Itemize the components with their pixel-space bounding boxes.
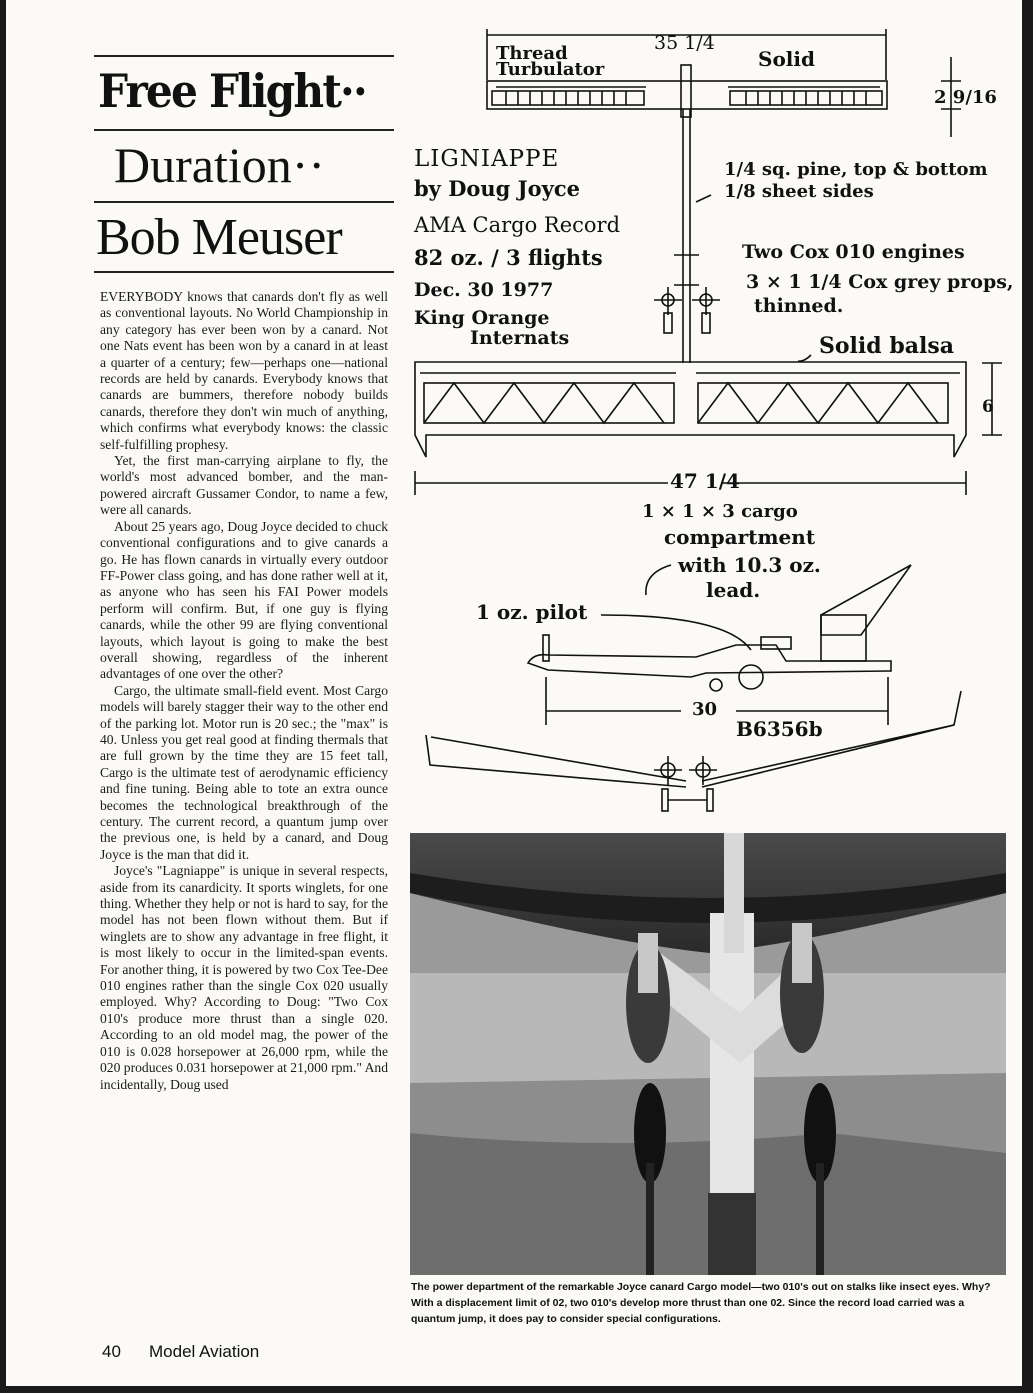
label-solid: Solid [758, 47, 815, 71]
dim-fuselage-length: 30 [692, 699, 718, 720]
header-rule-3 [94, 271, 394, 273]
note-cargo-1: 1 × 1 × 3 cargo [642, 501, 798, 522]
magazine-page [6, 0, 1022, 1386]
note-engines-2: 3 × 1 1/4 Cox grey props, [746, 271, 1014, 293]
label-turbulator: Turbulator [496, 59, 605, 80]
dim-canard-chord: 2 9/16 [934, 87, 997, 108]
plan-title-record: AMA Cargo Record [414, 213, 621, 237]
magazine-name: Model Aviation [149, 1342, 260, 1361]
plan-title-event2: Internats [470, 327, 570, 349]
article-paragraph: Yet, the first man-carrying airplane to fly, the world's most advanced bomber, and the man-powered aircraft Gussamer Condor, to name a few, were all canards. [100, 453, 388, 518]
header-rule-1 [94, 129, 394, 131]
article-paragraph: Joyce's "Lagniappe" is unique in several respects, aside from its canardicity. It sports winglets, for one thing. Whether they help or not is hard to say, for the model has not been flown without them. But if winglets are to show any advantage in free flight, it is most likely to occur in the limited-span events. For another thing, it is powered by two Cox Tee-Dee 010 engines rather than the single Cox 020 usually employed. Why? According to Doug: "Two Cox 010's produce more thrust than a single 020. According to an old model mag, the power of the 010 is 0.028 horsepower at 26,000 rpm, while the 020 produces 0.031 horsepower at 21,000 rpm." And incidentally, Doug used [100, 863, 388, 1092]
plan-title-by: by Doug Joyce [414, 176, 580, 201]
plan-number: B6356b [736, 717, 823, 741]
label-solid-balsa: Solid balsa [819, 333, 954, 359]
article-paragraph: EVERYBODY knows that canards don't fly as well as conventional layouts. No World Championship in any category has ever been won by a canard. Not one Nats event has been won by a canard in at least a quarter of a century; few—perhaps one—national records are held by canards. Everybody knows that canards are bummers, therefore nobody builds canards, therefore they don't win much of anything, which confirms what everybody knows: the classic self-fulfilling prophesy. [100, 289, 388, 452]
column-title: Free Flight·· [98, 64, 366, 118]
plan-title-load: 82 oz. / 3 flights [414, 245, 603, 270]
model-photo-image [410, 833, 1006, 1275]
dim-wing-span: 47 1/4 [670, 469, 740, 493]
note-fuselage-1: 1/4 sq. pine, top & bottom [724, 159, 988, 180]
photo-caption: The power department of the remarkable Joyce canard Cargo model—two 010's out on stalks like insect eyes. Why? With a displacement limit of 02, two 010's develop more thrust than one 02. Since the record load carried was a quantum jump, it does pay to consider special configurations. [411, 1281, 991, 1325]
column-subtitle: Duration·· [114, 137, 326, 193]
note-engines-3: thinned. [754, 295, 844, 317]
label-pilot: 1 oz. pilot [476, 600, 588, 624]
page-number: 40 [102, 1342, 121, 1361]
note-fuselage-2: 1/8 sheet sides [724, 181, 874, 202]
note-cargo-2: compartment [664, 525, 816, 549]
model-plans-drawing [406, 25, 1016, 825]
label-thread: Thread [496, 43, 568, 64]
header-rule-2 [94, 201, 394, 203]
dim-canard-span: 35 1/4 [654, 32, 715, 54]
header-rule-top [94, 55, 394, 57]
model-photo [410, 833, 1006, 1275]
author-name: Bob Meuser [96, 209, 342, 266]
article-paragraph: Cargo, the ultimate small-field event. Most Cargo models will barely stagger their way to the other end of the parking lot. Motor run is 20 sec.; the "max" is 40. Unless you get real good at finding thermals that are full grown by the time they are 15 feet tall, Cargo is the ultimate test of aerodynamic efficiency and fine tuning. Being able to tote an extra ounce becomes the technological breakthrough of the century. The current record, a quantum jump over the previous one, is held by a canard, and Doug Joyce is the man that did it. [100, 682, 388, 862]
note-engines-1: Two Cox 010 engines [742, 241, 965, 263]
note-cargo-3: with 10.3 oz. [678, 553, 821, 577]
plan-title-name: LIGNIAPPE [414, 146, 560, 172]
article-paragraph: About 25 years ago, Doug Joyce decided to chuck conventional configurations and to give canards a go. He has flown canards in virtually every outdoor FF-Power class going, and has done rather well at it, as anyone who has seen his FAI Power models perform will confirm. But, if one guy is flying canards, while the other 99 are flying conventional layouts, which layout is going to make the best overall showing, regardless of the inherent advantages of one over the other? [100, 518, 388, 682]
dim-wing-chord: 6 [982, 397, 994, 417]
plan-title-date: Dec. 30 1977 [414, 279, 554, 301]
plan-title-event1: King Orange [414, 307, 550, 329]
note-cargo-4: lead. [706, 578, 761, 602]
article-body [100, 289, 388, 1093]
